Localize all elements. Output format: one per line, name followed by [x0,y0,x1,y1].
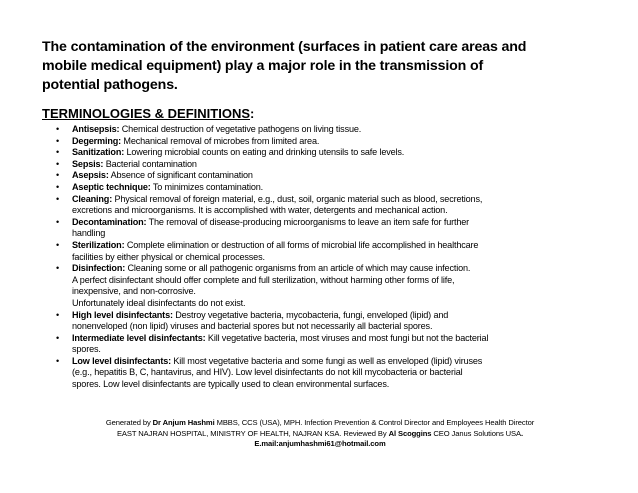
definition-term: Disinfection: [72,263,126,274]
definition-continuation: spores. Low level disinfectants are typically used to clean environmental surfaces. [72,379,390,390]
definition-line [72,182,612,194]
definition-line [72,136,612,148]
bullet-icon: • [56,332,60,343]
definition-term: Asepsis: [72,170,109,181]
definition-line [72,310,612,322]
definition-term: High level disinfectants: [72,309,173,320]
section-header [42,106,602,122]
definition-term: Decontamination: [72,216,147,227]
definition-continuation: A perfect disinfectant should offer complete and full sterilization, without harming other forms of life, [72,274,455,285]
definition-item [52,159,612,171]
definition-item [52,147,612,159]
definition-continuation: (e.g., hepatitis B, C, hantavirus, and HIV). Low level disinfectants do not kill mycobacteria or bacterial [72,367,463,378]
definition-term: Cleaning: [72,193,113,204]
definition-text: To minimizes contamination. [150,181,264,192]
definition-text: Absence of significant contamination [108,170,253,181]
definition-continuation: excretions and microorganisms. It is accomplished with water, detergents and mechanical action. [72,205,448,216]
definition-text: Destroy vegetative bacteria, mycobacteria, fungi, enveloped (lipid) and [172,309,449,320]
bullet-icon: • [56,124,60,134]
definition-item [52,136,612,148]
definition-text: Kill vegetative bacteria, most viruses and most fungi but not the bacterial [205,332,489,343]
section-title: TERMINOLOGIES & DEFINITIONS [42,106,251,121]
definition-item [52,263,612,309]
definition-text: Kill most vegetative bacteria and some fungi as well as enveloped (lipid) viruses [170,355,483,366]
bullet-icon: • [56,147,60,158]
definition-term: Sanitization: [72,147,125,158]
definition-item [52,356,612,391]
bullet-icon: • [56,193,60,204]
definition-line [72,217,612,229]
definition-line [72,147,612,159]
bullet-icon: • [56,355,60,366]
definition-item [52,333,612,356]
bullet-icon: • [56,263,60,274]
definition-line [72,194,612,206]
definition-line [72,240,612,252]
definition-item [52,170,612,182]
bullet-icon: • [56,135,60,146]
definition-line [72,263,612,275]
definition-line [72,159,612,171]
bullet-icon: • [56,309,60,320]
definition-text: Lowering microbial counts on eating and drinking utensils to safe levels. [124,147,405,158]
definition-term: Sepsis: [72,158,104,169]
footer-prefix: Generated by [105,418,153,427]
definition-term: Low level disinfectants: [72,355,171,366]
section-colon: : [250,106,255,121]
definition-term: Aseptic technique: [72,181,151,192]
definitions-list [52,124,612,391]
footer-reviewer: Al Scoggins [388,428,432,438]
definition-line [72,356,612,368]
definition-continuation: Unfortunately ideal disinfectants do not exist. [72,297,246,308]
footer-line-1 [60,418,580,429]
definition-continuation: spores. [72,344,101,355]
definition-text: Complete elimination or destruction of all forms of microbial life accomplished in healthcare [124,239,479,250]
definition-item [52,310,612,333]
footer-author: Dr Anjum Hashmi [152,418,215,427]
bullet-icon: • [56,239,60,250]
definition-text: Bacterial contamination [103,158,197,169]
footer-email: E.mail:anjumhashmi61@hotmail.com [254,439,386,448]
definition-line [72,333,612,345]
footer-credits [60,418,580,450]
definition-text: Physical removal of foreign material, e.g., dust, soil, organic material such as blood, secretions, [112,193,483,204]
definition-text: Mechanical removal of microbes from limited area. [121,135,320,146]
slide-heading [42,38,602,95]
definition-line [72,170,612,182]
definition-item [52,182,612,194]
definition-continuation: inexpensive, and non-corrosive. [72,286,196,297]
footer-hospital: EAST NAJRAN HOSPITAL, MINISTRY OF HEALTH, NAJRAN KSA. Reviewed By [116,428,389,438]
definition-term: Intermediate level disinfectants: [72,332,206,343]
footer-line-3 [60,439,580,450]
definition-item [52,124,612,136]
definition-item [52,240,612,263]
footer-reviewer-org: CEO Janus Solutions USA [431,428,521,438]
footer-period: . [521,428,524,438]
definition-term: Degerming: [72,135,122,146]
footer-author-credentials: MBBS, CCS (USA), MPH. Infection Prevention & Control Director and Employees Health Director [214,418,535,427]
bullet-icon: • [56,216,60,227]
definition-item [52,217,612,240]
definition-text: Chemical destruction of vegetative pathogens on living tissue. [119,124,362,134]
heading-line: potential pathogens. [42,77,178,93]
definition-term: Sterilization: [72,239,125,250]
footer-line-2 [60,429,580,440]
definition-continuation: handling [72,228,106,239]
definition-line [72,124,612,136]
bullet-icon: • [56,181,60,192]
definition-item [52,194,612,217]
bullet-icon: • [56,170,60,181]
heading-line: The contamination of the environment (surfaces in patient care areas and [42,39,527,55]
definition-text: The removal of disease-producing microorganisms to leave an item safe for further [146,216,470,227]
definition-text: Cleaning some or all pathogenic organisms from an article of which may cause infection. [125,263,471,274]
definition-continuation: nonenveloped (non lipid) viruses and bacterial spores but not necessarily all bacterial spores. [72,321,433,332]
definition-term: Antisepsis: [72,124,120,134]
bullet-icon: • [56,158,60,169]
heading-line: mobile medical equipment) play a major role in the transmission of [42,58,484,74]
definition-continuation: facilities by either physical or chemical processes. [72,251,265,262]
